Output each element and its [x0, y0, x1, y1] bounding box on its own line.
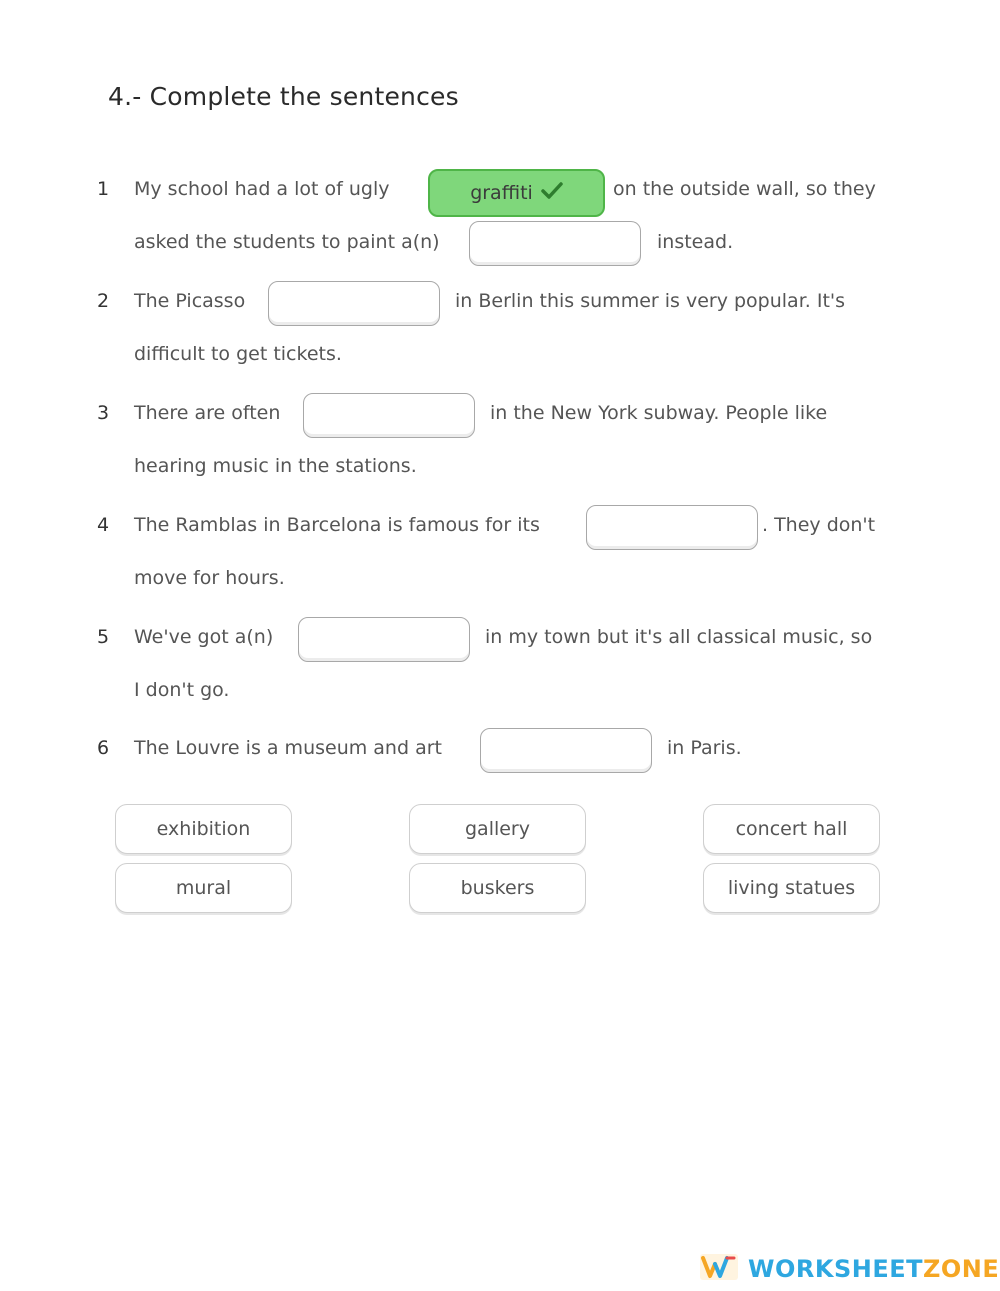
answer-blank-5[interactable] — [298, 617, 470, 662]
sentence-text: The Ramblas in Barcelona is famous for its — [134, 514, 540, 536]
sentence-text: . They don't — [762, 514, 876, 536]
sentence-text: We've got a(n) — [134, 626, 274, 648]
sentence-text: difficult to get tickets. — [134, 343, 342, 365]
worksheetzone-logo-icon — [700, 1254, 738, 1284]
sentence-text: There are often — [134, 402, 281, 424]
sentence-text: in Paris. — [667, 737, 742, 759]
sentence-text: The Picasso — [134, 290, 246, 312]
word-chip-exhibition[interactable]: exhibition — [115, 804, 292, 854]
sentence-text: in my town but it's all classical music, so — [485, 626, 873, 648]
answer-text: graffiti — [470, 182, 533, 204]
answer-blank-1b[interactable] — [469, 221, 641, 266]
sentence-text: My school had a lot of ugly — [134, 178, 390, 200]
check-icon — [541, 182, 563, 205]
sentence-text: on the outside wall, so they — [613, 178, 876, 200]
watermark-text: WORKSHEETZONE — [748, 1255, 1000, 1283]
sentence-number: 1 — [97, 178, 110, 200]
sentence-number: 5 — [97, 626, 110, 648]
answer-blank-6[interactable] — [480, 728, 652, 773]
sentence-text: I don't go. — [134, 679, 230, 701]
word-chip-gallery[interactable]: gallery — [409, 804, 586, 854]
answer-blank-2[interactable] — [268, 281, 440, 326]
sentence-text: in Berlin this summer is very popular. It's — [455, 290, 846, 312]
sentence-text: move for hours. — [134, 567, 285, 589]
worksheetzone-watermark — [700, 1254, 999, 1284]
word-chip-buskers[interactable]: buskers — [409, 863, 586, 913]
sentence-number: 2 — [97, 290, 110, 312]
word-chip-living-statues[interactable]: living statues — [703, 863, 880, 913]
sentence-number: 3 — [97, 402, 110, 424]
answer-blank-1a[interactable] — [428, 169, 605, 217]
sentence-text: hearing music in the stations. — [134, 455, 417, 477]
word-chip-mural[interactable]: mural — [115, 863, 292, 913]
sentence-number: 6 — [97, 737, 110, 759]
sentence-number: 4 — [97, 514, 110, 536]
sentence-text: in the New York subway. People like — [490, 402, 828, 424]
answer-blank-3[interactable] — [303, 393, 475, 438]
sentence-text: The Louvre is a museum and art — [134, 737, 442, 759]
sentence-text: instead. — [657, 231, 734, 253]
answer-blank-4[interactable] — [586, 505, 758, 550]
page-title: 4.- Complete the sentences — [108, 82, 459, 111]
sentence-text: asked the students to paint a(n) — [134, 231, 440, 253]
word-chip-concert-hall[interactable]: concert hall — [703, 804, 880, 854]
